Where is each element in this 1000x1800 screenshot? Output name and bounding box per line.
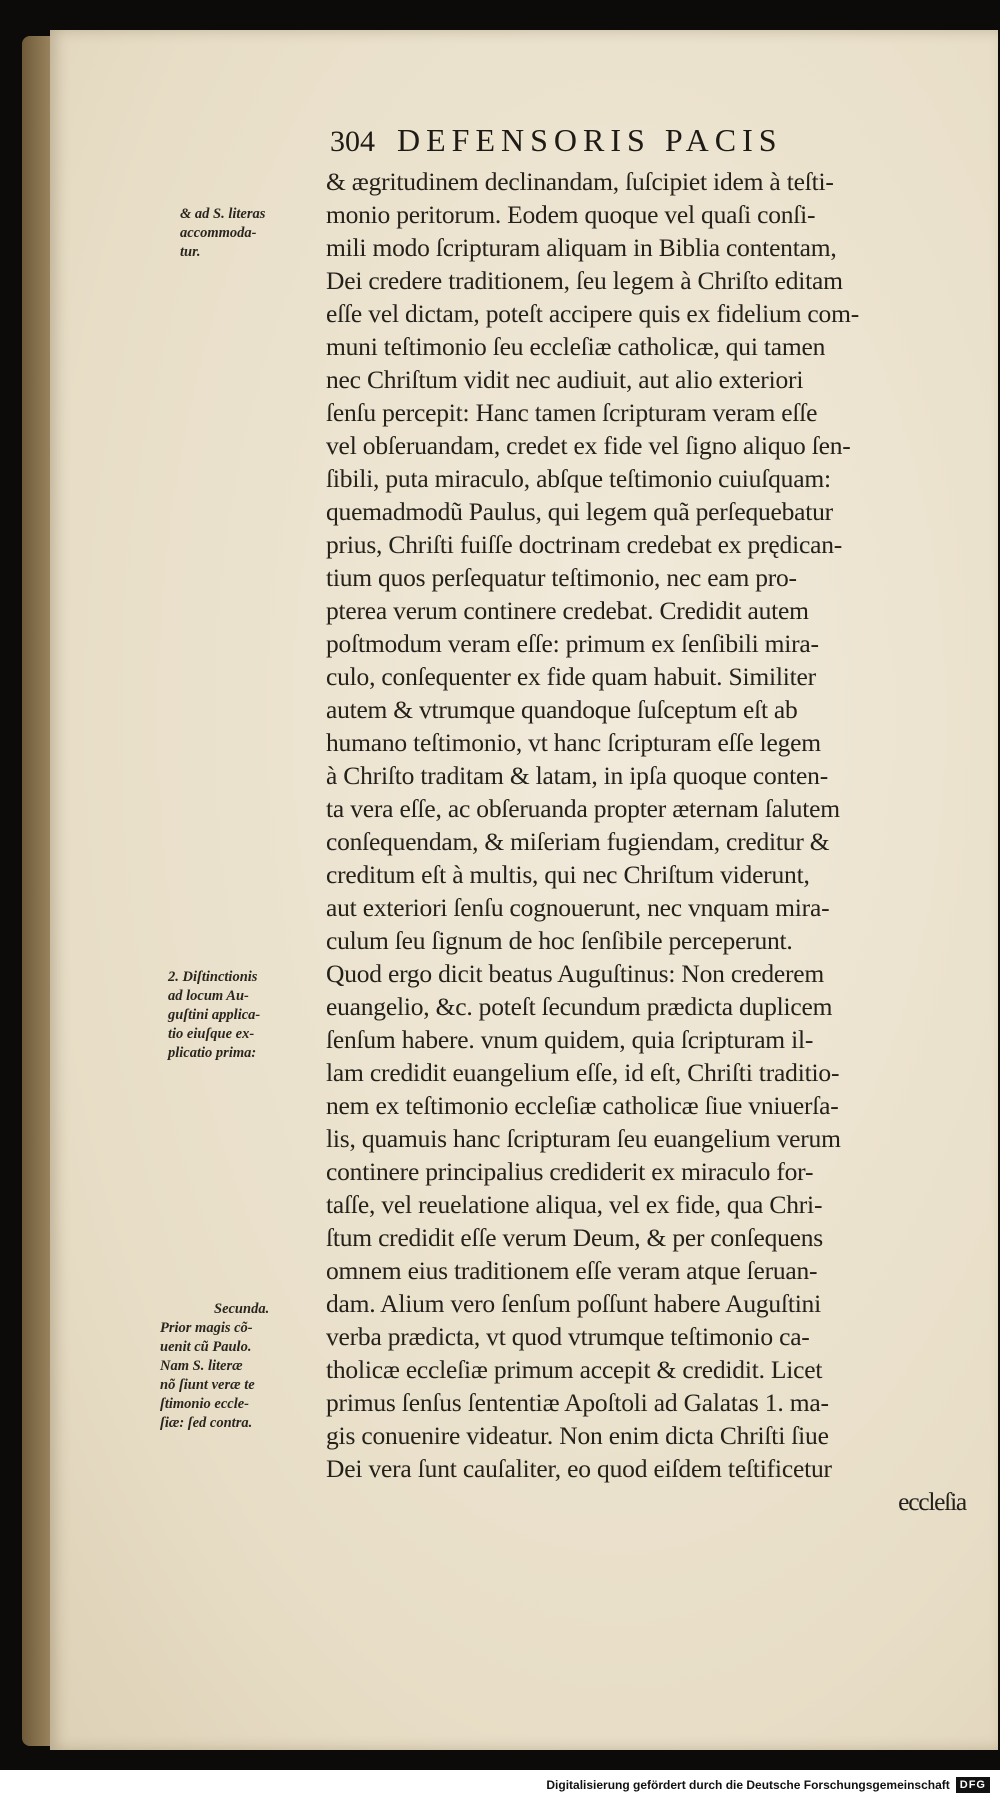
text-line: dam. Alium vero ſenſum poſſunt habere Auguſtini (326, 1289, 821, 1318)
text-line: prius, Chriſti fuiſſe doctrinam credebat ex prędican- (326, 530, 843, 559)
text-line: quemadmodũ Paulus, qui legem quã perſequebatur (326, 497, 833, 526)
text-line: mili modo ſcripturam aliquam in Biblia contentam, (326, 233, 837, 262)
text-line: verba prædicta, vt quod vtrumque teſtimonio ca- (326, 1322, 810, 1351)
text-line: ſenſu percepit: Hanc tamen ſcripturam veram eſſe (326, 398, 818, 427)
text-line: ta vera eſſe, ac obſeruanda propter æternam ſalutem (326, 794, 840, 823)
text-line: & ægritudinem declinandam, ſuſcipiet idem à teſti- (326, 167, 834, 196)
marginal-note-line: guſtini applica- (168, 1007, 261, 1023)
text-line: tium quos perſequatur teſtimonio, nec eam pro- (326, 563, 797, 592)
marginal-note-line: accommoda- (180, 225, 257, 241)
text-line: autem & vtrumque quandoque ſuſceptum eſt ab (326, 695, 798, 724)
funding-credit: Digitalisierung gefördert durch die Deutsche Forschungsgemeinschaft (546, 1778, 950, 1792)
text-line: à Chriſto traditam & latam, in ipſa quoque conten- (326, 761, 828, 790)
text-line: lis, quamuis hanc ſcripturam ſeu euangelium verum (326, 1124, 841, 1153)
marginal-note-line: ſiæ: ſed contra. (160, 1415, 253, 1431)
marginal-note-line: 2. Diſtinctionis (168, 969, 258, 985)
text-line: gis conuenire videatur. Non enim dicta Chriſti ſiue (326, 1421, 829, 1450)
marginal-note-line: Nam S. literæ (160, 1358, 243, 1374)
marginal-note-second (160, 1300, 269, 1433)
page-number: 304 (330, 125, 375, 158)
text-line: poſtmodum veram eſſe: primum ex ſenſibili mira- (326, 629, 819, 658)
text-line: nec Chriſtum vidit nec audiuit, aut alio exteriori (326, 365, 804, 394)
text-line: creditum eſt à multis, qui nec Chriſtum viderunt, (326, 860, 810, 889)
dfg-logo: DFG (956, 1777, 990, 1793)
marginal-note-distinction (168, 968, 260, 1063)
marginal-note-line: Prior magis cõ- (160, 1320, 253, 1336)
text-line: taſſe, vel reuelatione aliqua, vel ex fide, qua Chri- (326, 1190, 823, 1219)
text-line: lam credidit euangelium eſſe, id eſt, Chriſti traditio- (326, 1058, 840, 1087)
text-line: Dei credere traditionem, ſeu legem à Chriſto editam (326, 266, 843, 295)
text-line: ſtum credidit eſſe verum Deum, & per conſequens (326, 1223, 824, 1252)
text-line: nem ex teſtimonio eccleſiæ catholicæ ſiue vniuerſa- (326, 1091, 839, 1120)
digitization-footer (0, 1770, 1000, 1800)
text-line: ſibili, puta miraculo, abſque teſtimonio cuiuſquam: (326, 464, 831, 493)
text-line: culo, conſequenter ex fide quam habuit. Similiter (326, 662, 816, 691)
running-title: DEFENSORIS PACIS (397, 122, 783, 158)
text-line: primus ſenſus ſententiæ Apoſtoli ad Galatas 1. ma- (326, 1388, 829, 1417)
marginal-note-accommodation (180, 205, 265, 262)
text-line: humano teſtimonio, vt hanc ſcripturam eſſe legem (326, 728, 821, 757)
text-line: culum ſeu ſignum de hoc ſenſibile perceperunt. (326, 926, 793, 955)
text-line: muni teſtimonio ſeu eccleſiæ catholicæ, qui tamen (326, 332, 826, 361)
marginal-note-line: & ad S. literas (180, 206, 266, 222)
marginal-note-line: tio eiuſque ex- (168, 1026, 255, 1042)
running-head (330, 122, 945, 159)
marginal-note-line: uenit cũ Paulo. (160, 1339, 252, 1355)
marginal-note-line: plicatio prima: (168, 1045, 257, 1061)
marginal-note-line: Secunda. (214, 1301, 270, 1317)
marginal-note-line: tur. (180, 244, 201, 260)
text-line: pterea verum continere credebat. Credidit autem (326, 596, 809, 625)
marginal-note-line: ad locum Au- (168, 988, 249, 1004)
text-line: omnem eius traditionem eſſe veram atque ſeruan- (326, 1256, 818, 1285)
text-line: continere principalius crediderit ex miraculo for- (326, 1157, 814, 1186)
text-line: conſequendam, & miſeriam fugiendam, creditur & (326, 827, 830, 856)
text-line: ſenſum habere. vnum quidem, quia ſcripturam il- (326, 1025, 814, 1054)
text-line: eſſe vel dictam, poteſt accipere quis ex fidelium com- (326, 299, 860, 328)
text-line: aut exteriori ſenſu cognouerunt, nec vnquam mira- (326, 893, 830, 922)
text-line: Dei vera ſunt cauſaliter, eo quod eiſdem teſtificetur (326, 1454, 832, 1483)
text-line: Quod ergo dicit beatus Auguſtinus: Non crederem (326, 959, 825, 988)
marginal-note-line: ſtimonio eccle- (160, 1396, 249, 1412)
text-line: monio peritorum. Eodem quoque vel quaſi conſi- (326, 200, 816, 229)
text-line: tholicæ eccleſiæ primum accepit & credidit. Licet (326, 1355, 823, 1384)
text-line: vel obſeruandam, credet ex fide vel ſigno aliquo ſen- (326, 431, 851, 460)
text-line: euangelio, &c. poteſt ſecundum prædicta duplicem (326, 992, 833, 1021)
marginal-note-line: nõ ſiunt veræ te (160, 1377, 255, 1393)
body-text (326, 165, 966, 1518)
catchword: eccleſia (898, 1487, 966, 1516)
